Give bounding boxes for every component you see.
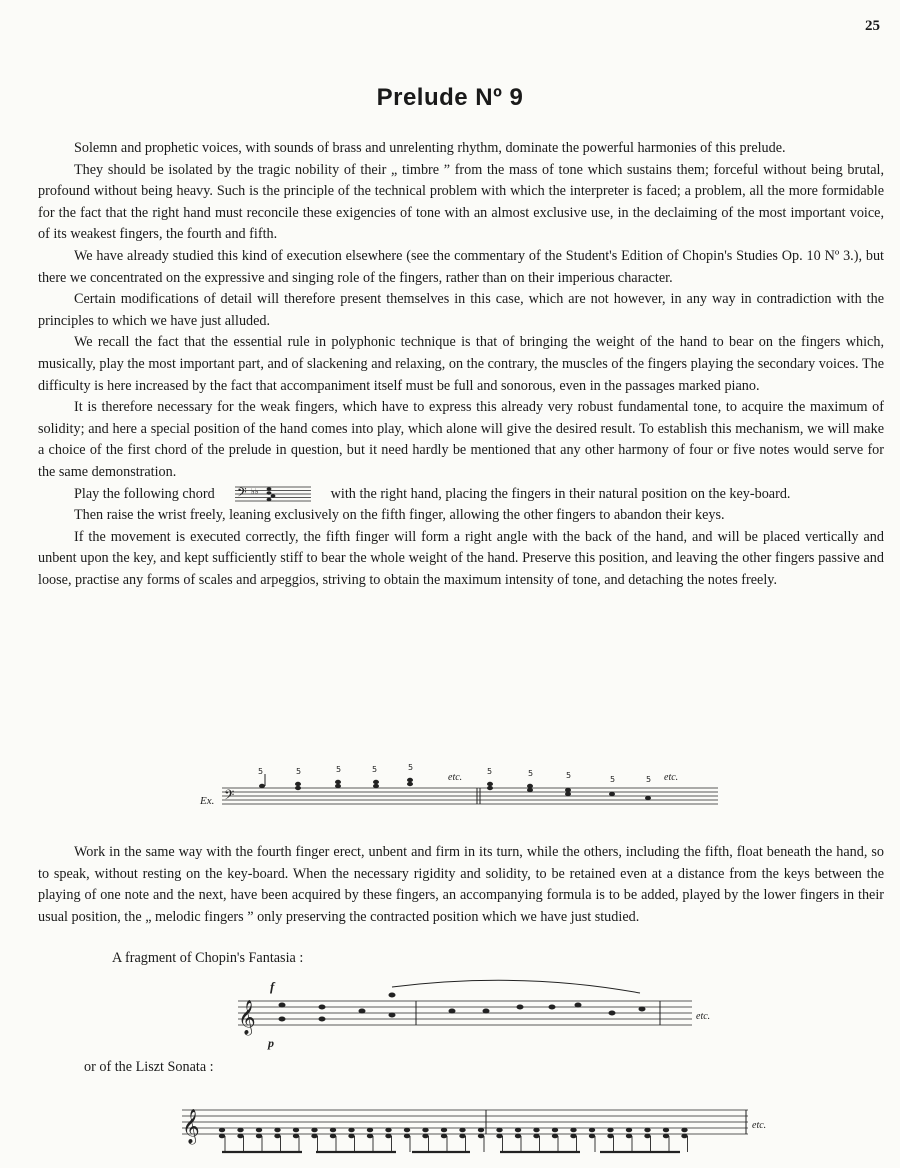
note-head xyxy=(607,1134,613,1139)
note-head xyxy=(515,1134,521,1139)
music-example-liszt xyxy=(0,1090,900,1168)
music-example-1 xyxy=(0,763,900,818)
page-number: 25 xyxy=(865,18,880,34)
note-head xyxy=(367,1134,373,1139)
note-head xyxy=(478,1134,484,1139)
caption-liszt: or of the Liszt Sonata : xyxy=(84,1059,214,1075)
chord-text-before: Play the following chord xyxy=(74,485,215,502)
note-head xyxy=(681,1128,687,1133)
note-head xyxy=(274,1134,280,1139)
note-head xyxy=(404,1134,410,1139)
note-head xyxy=(256,1128,262,1133)
note-head xyxy=(515,1128,521,1133)
note-head xyxy=(589,1134,595,1139)
note-head xyxy=(330,1134,336,1139)
svg-text:5: 5 xyxy=(372,765,378,774)
note-head xyxy=(219,1128,225,1133)
bass-clef-icon: 𝄢 xyxy=(224,787,235,806)
note-head xyxy=(348,1134,354,1139)
caption-chopin: A fragment of Chopin's Fantasia : xyxy=(112,950,304,966)
note-head xyxy=(644,1134,650,1139)
note-head xyxy=(459,1134,465,1139)
paragraph: We recall the fact that the essential rule in polyphonic technique is that of bringing the weight of the hand to bear on the fingers which, musically, play the most important part, and of slackening and relaxing, on the contrary, the muscles of the fingers playing the secondary voices. The difficulty is here increased by the fact that accompaniment itself must be full and sonorous, even in the passages marked piano. xyxy=(38,334,884,394)
svg-text:5: 5 xyxy=(408,763,414,772)
note-head xyxy=(293,1128,299,1133)
page-title: Prelude Nº 9 xyxy=(376,84,524,111)
body-text xyxy=(38,138,884,591)
svg-text:5: 5 xyxy=(487,767,493,776)
dynamic-forte: f xyxy=(270,979,275,994)
paragraph: We have already studied this kind of execution elsewhere (see the commentary of the Student's Edition of Chopin's Studies Op. 10 Nº 3.), but there we concentrated on the expressive and singing role of the fingers, rather than on their imperious character. xyxy=(38,247,884,286)
note-head xyxy=(237,1128,243,1133)
note-head xyxy=(422,1128,428,1133)
note-head xyxy=(330,1128,336,1133)
note-head xyxy=(626,1134,632,1139)
paragraph: If the movement is executed correctly, the fifth finger will form a right angle with the back of the hand, and will be placed vertically and unbent upon the key, and kept sufficiently stiff to bear the whole weight of the hand. Preserve this position, and leaving the other fingers passive and loose, practise any forms of scales and arpeggios, striving to obtain the maximum intensity of tone, and detaching the notes freely. xyxy=(38,528,884,588)
chord-paragraph xyxy=(38,484,884,506)
svg-text:5: 5 xyxy=(258,767,264,776)
example-label: Ex. xyxy=(200,795,215,807)
dynamic-piano: p xyxy=(268,1036,274,1050)
svg-text:5: 5 xyxy=(566,771,572,780)
note-head xyxy=(663,1134,669,1139)
paragraph: It is therefore necessary for the weak fingers, which have to express this already very robust fundamental tone, to acquire the maximum of solidity; and here a special position of the hand comes into play, which alone will give the desired result. To establish this mechanism, we will make a choice of the first chord of the prelude in question, but it need hardly be mentioned that any other harmony of four or five notes would serve for the same demonstration. xyxy=(38,399,884,480)
note-head xyxy=(367,1128,373,1133)
note-head xyxy=(478,1128,484,1133)
note-head xyxy=(552,1134,558,1139)
note-head xyxy=(219,1134,225,1139)
note-head xyxy=(570,1128,576,1133)
etc-label: etc. xyxy=(696,1011,711,1022)
chord-notation xyxy=(235,485,311,503)
note-head xyxy=(607,1128,613,1133)
paragraph: Solemn and prophetic voices, with sounds of brass and unrelenting rhythm, dominate the powerful harmonies of this prelude. xyxy=(74,140,786,156)
note-head xyxy=(589,1128,595,1133)
svg-text:5: 5 xyxy=(646,775,652,784)
paragraph: Then raise the wrist freely, leaning exclusively on the fifth finger, allowing the other fingers to abandon their keys. xyxy=(74,507,725,524)
note-head xyxy=(663,1128,669,1133)
body-text-lower xyxy=(38,842,884,928)
note-head xyxy=(533,1134,539,1139)
note-head xyxy=(626,1128,632,1133)
note-head xyxy=(404,1128,410,1133)
note-head xyxy=(311,1128,317,1133)
svg-text:5: 5 xyxy=(296,767,302,776)
svg-text:5: 5 xyxy=(528,769,534,778)
staff-lines xyxy=(222,788,718,804)
etc-label: etc. xyxy=(752,1120,767,1131)
chord-text-after: with the right hand, placing the fingers in their natural position on the key-board. xyxy=(330,485,791,502)
note-head xyxy=(311,1134,317,1139)
note-head xyxy=(570,1134,576,1139)
etc-label: etc. xyxy=(664,772,679,783)
treble-clef-icon: 𝄞 xyxy=(238,1000,256,1035)
note-head xyxy=(552,1128,558,1133)
note-head xyxy=(681,1134,687,1139)
note-head xyxy=(441,1134,447,1139)
note-head xyxy=(533,1128,539,1133)
note-head xyxy=(459,1128,465,1133)
note-head xyxy=(237,1134,243,1139)
note-head xyxy=(293,1134,299,1139)
note-head xyxy=(644,1128,650,1133)
note-head xyxy=(256,1134,262,1139)
paragraph: Work in the same way with the fourth finger erect, unbent and firm in its turn, while the others, including the fifth, float beneath the hand, so to speak, without resting on the key-board. When the necessary rigidity and solidity, to be retained even at a distance from the keys between the playing of one note and the next, have been acquired by these fingers, an accompanying formula is to be added, played by the lower fingers in their usual position, the „ melodic fingers ” only preserving the contracted position which we have just studied. xyxy=(38,844,884,925)
treble-clef-icon: 𝄞 xyxy=(182,1109,200,1144)
svg-text:♭♭: ♭♭ xyxy=(250,487,259,497)
note-head xyxy=(348,1128,354,1133)
svg-text:𝄢: 𝄢 xyxy=(236,485,247,504)
note-head xyxy=(385,1128,391,1133)
music-example-chopin xyxy=(0,975,900,1053)
note-head xyxy=(496,1134,502,1139)
note-head xyxy=(441,1128,447,1133)
note-head xyxy=(496,1128,502,1133)
note-head xyxy=(385,1134,391,1139)
svg-text:5: 5 xyxy=(336,765,342,774)
note-head xyxy=(422,1134,428,1139)
note-head xyxy=(274,1128,280,1133)
paragraph: Certain modifications of detail will therefore present themselves in this case, which are not however, in any way in contradiction with the principles to which we have just alluded. xyxy=(38,291,884,329)
etc-label: etc. xyxy=(448,772,463,783)
paragraph: They should be isolated by the tragic nobility of their „ timbre ” from the mass of tone which sustains them; forceful without being brutal, profound without being heavy. Such is the principle of the technical problem with which the interpreter is faced; a problem, all the more formidable for the fact that the right hand must reconcile these exigencies of tone with an almost exclusive use, in the declaiming of the most important voice, of its weakest fingers, the fourth and fifth. xyxy=(38,161,884,243)
svg-text:5: 5 xyxy=(610,775,616,784)
